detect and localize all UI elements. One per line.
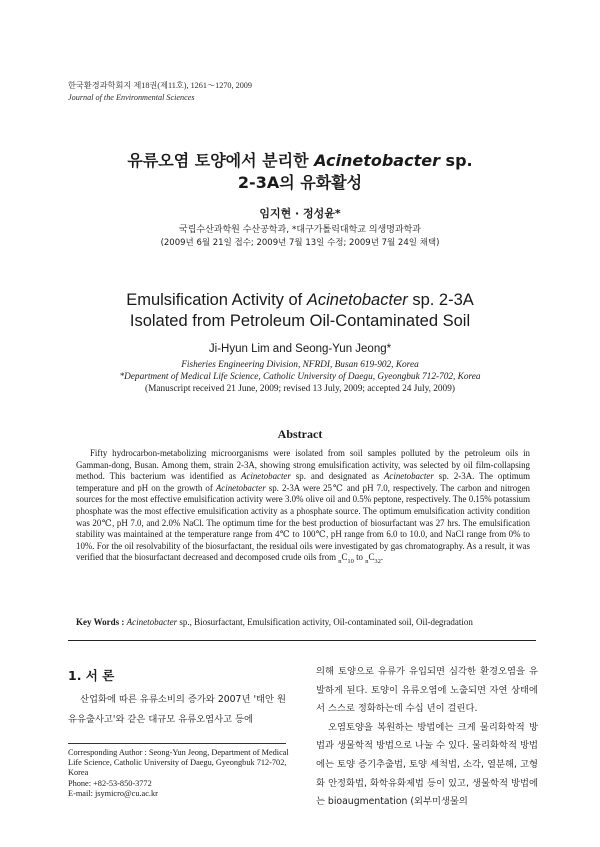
abstract-body	[76, 448, 530, 568]
english-authors: Ji-Hyun Lim and Seong-Yun Jeong*	[208, 343, 392, 355]
carbon-prefix: n	[338, 558, 342, 566]
korean-authors: 임지현 · 정성윤*	[259, 207, 341, 220]
section-heading: 1. 서 론	[68, 668, 115, 683]
carbon-number: 32	[374, 558, 381, 566]
abstract-heading: Abstract	[277, 427, 323, 441]
abstract-genus: Acinetobacter	[215, 482, 266, 493]
journal-name-english: Journal of the Environmental Sciences	[68, 93, 195, 102]
section-divider	[68, 640, 536, 641]
carbon-symbol: C	[341, 552, 348, 563]
abstract-text: sp. 2-3A. The optimum temperature and pH on the growth of	[76, 471, 530, 493]
abstract-text: sp. 2-3A were 25℃ and pH 7.0, respectively. The carbon and nitrogen sources for the most effective emulsification activity were 3.0% olive oil and 0.5% peptone, respectively. The 0.15% potassium phosphate was the most effective emulsification activity as a phosphate source. The optimum emulsification activity condition was 20℃, pH 7.0, and 2.0% NaCl. The optimum time for the best production of biosurfactant was 27 hrs. The emulsification stability was maintained at the temperature range from 4℃ to 100℃, pH range from 6.0 to 10.0, and NaCl range from 0% to 10%. For the oil resolvability of the biosurfactant, the residual oils were investigated by gas chromatography. As a result, it was verified that the biosurfactant decreased and decomposed crude oils from	[76, 482, 530, 563]
left-column-text: 산업화에 따른 유류소비의 증가와 2007년 '태안 원유유출사고'와 같은 대규모 유류오염사고 등에	[68, 694, 286, 725]
abstract-text: sp. and designated as	[290, 471, 385, 482]
keywords	[76, 617, 536, 627]
keywords-label: Key Words :	[76, 617, 127, 627]
english-title-genus: Acinetobacter	[306, 291, 408, 309]
korean-title-suffix: sp.	[439, 151, 473, 170]
carbon-symbol: C	[368, 552, 375, 563]
journal-header	[68, 80, 252, 104]
english-affiliation-2: *Department of Medical Life Science, Catholic University of Daegu, Gyeongbuk 712-702, Korea	[119, 372, 481, 382]
carbon-prefix: n	[365, 558, 369, 566]
corresponding-author: Corresponding Author : Seong-Yun Jeong, Department of Medical Life Science, Catholic University of Daegu, Gyeongbuk 712-702, Korea	[68, 748, 289, 778]
right-column-para-2: 오염토양을 복원하는 방법에는 크게 물리화학적 방법과 생물학적 방법으로 나눌 수 있다. 물리화학적 방법에는 토양 증기추출법, 토양 세척법, 소각, 열분해, 고형화 안정화법, 화학유화제법 등이 있고, 생물학적 방법에는 bioaugmentation (외부미생물의	[316, 721, 538, 808]
korean-dates: (2009년 6월 21일 접수; 2009년 7월 13일 수정; 2009년 7월 24일 채택)	[160, 238, 440, 248]
english-title	[0, 290, 600, 332]
right-column	[316, 663, 538, 812]
right-column-para-1: 의해 토양으로 유류가 유입되면 심각한 환경오염을 유발하게 된다. 토양이 유류오염에 노출되면 자연 상태에서 스스로 정화하는데 수십 년이 걸린다.	[316, 666, 538, 715]
abstract-text: to	[353, 552, 366, 563]
journal-citation-korean: 한국환경과학회지 제18권(제11호), 1261～1270, 2009	[68, 81, 252, 90]
abstract-text: Fifty hydrocarbon-metabolizing microorganisms were isolated from soil samples polluted by the petroleum oils in Gamman-dong, Busan. Among them, strain 2-3A, showing strong emulsification activity, was selected by oil film-collapsing method. This bacterium was identified as	[76, 448, 530, 482]
email: E-mail: jsymicro@cu.ac.kr	[68, 788, 158, 798]
abstract-text: .	[380, 552, 384, 563]
korean-title-line2: 2-3A의 유화활성	[237, 173, 363, 192]
carbon-number: 10	[347, 558, 354, 566]
korean-title-genus: Acinetobacter	[314, 151, 440, 170]
english-title-line2: Isolated from Petroleum Oil-Contaminated Soil	[129, 312, 471, 330]
keywords-list: sp., Biosurfactant, Emulsification activity, Oil-contaminated soil, Oil-degradation	[177, 617, 473, 627]
footnote	[68, 748, 290, 799]
english-dates: (Manuscript received 21 June, 2009; revised 13 July, 2009; accepted 24 July, 2009)	[145, 384, 455, 394]
keywords-genus: Acinetobacter	[126, 617, 178, 627]
korean-affiliation: 국립수산과학원 수산공학과, *대구가톨릭대학교 의생명과학과	[179, 225, 421, 235]
footnote-divider	[68, 743, 286, 744]
abstract-genus: Acinetobacter	[384, 471, 434, 482]
english-affiliations	[0, 359, 600, 383]
abstract-genus: Acinetobacter	[241, 471, 291, 482]
phone: Phone: +82-53-850-3772	[68, 778, 152, 788]
korean-title	[0, 150, 600, 194]
english-affiliation-1: Fisheries Engineering Division, NFRDI, Busan 619-902, Korea	[181, 360, 419, 370]
korean-title-prefix: 유류오염 토양에서 분리한	[127, 151, 315, 170]
english-title-suffix: sp. 2-3A	[407, 291, 474, 309]
english-title-prefix: Emulsification Activity of	[126, 291, 307, 309]
